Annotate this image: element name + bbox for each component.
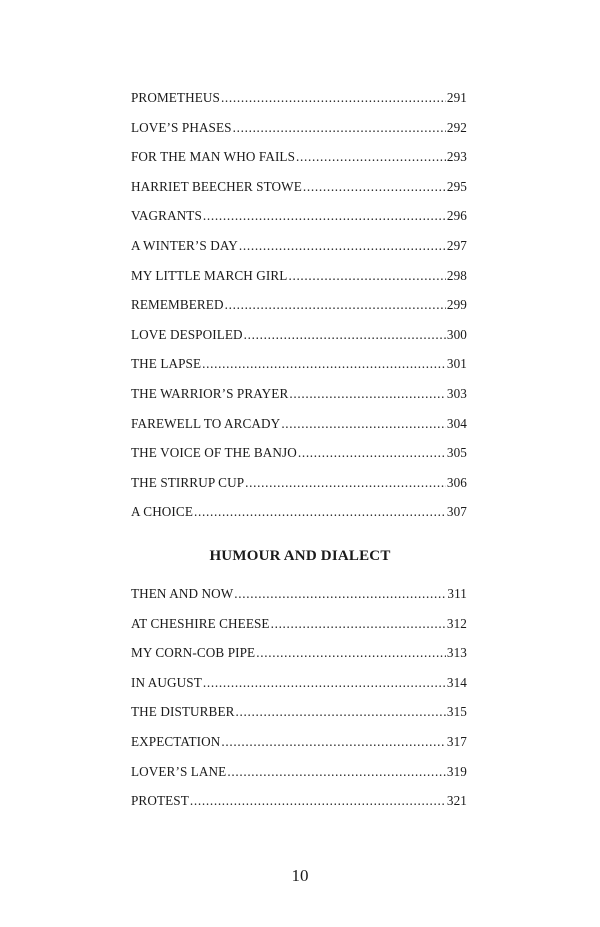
toc-entry-page: 312 bbox=[446, 615, 467, 631]
toc-leader-dots bbox=[233, 120, 446, 136]
toc-entry bbox=[131, 179, 467, 209]
page-number: 10 bbox=[291, 866, 309, 885]
toc-entry-page: 293 bbox=[446, 149, 467, 165]
toc-entry-page: 299 bbox=[446, 297, 467, 313]
toc-entry-page: 321 bbox=[446, 793, 467, 809]
toc-entry bbox=[131, 675, 467, 705]
toc-entry-page: 307 bbox=[446, 504, 467, 520]
toc-entry bbox=[131, 504, 467, 534]
toc-entry-title: FAREWELL TO ARCADY bbox=[131, 415, 281, 431]
toc-entry bbox=[131, 208, 467, 238]
toc-entry bbox=[131, 327, 467, 357]
toc-entry-title: VAGRANTS bbox=[131, 208, 202, 224]
toc-entry-page: 317 bbox=[446, 733, 467, 749]
toc-entry bbox=[131, 445, 467, 475]
toc-entry-page: 295 bbox=[446, 178, 467, 194]
toc-leader-dots bbox=[244, 327, 446, 343]
toc-entry-title: EXPECTATION bbox=[131, 733, 221, 749]
toc-entry-title: IN AUGUST bbox=[131, 674, 202, 690]
toc-entry bbox=[131, 297, 467, 327]
toc-entry-title: THE DISTURBER bbox=[131, 704, 235, 720]
toc-leader-dots bbox=[225, 297, 446, 313]
toc-entry-title: LOVE DESPOILED bbox=[131, 326, 243, 342]
toc-entry-page: 298 bbox=[446, 267, 467, 283]
toc-entry-title: PROMETHEUS bbox=[131, 90, 220, 105]
toc-entry-page: 300 bbox=[446, 326, 467, 342]
toc-leader-dots bbox=[303, 179, 446, 195]
toc-entry bbox=[131, 386, 467, 416]
toc-leader-dots bbox=[271, 616, 446, 632]
toc-leader-dots bbox=[288, 268, 445, 284]
toc-leader-dots bbox=[289, 386, 446, 402]
toc-entry bbox=[131, 416, 467, 446]
toc-leader-dots bbox=[236, 704, 446, 720]
toc-entry bbox=[131, 149, 467, 179]
toc-leader-dots bbox=[203, 675, 446, 691]
toc-entry-title: MY CORN-COB PIPE bbox=[131, 645, 256, 661]
toc-entry bbox=[131, 704, 467, 734]
toc-leader-dots bbox=[281, 416, 446, 432]
toc-entry-page: 311 bbox=[447, 586, 467, 601]
toc-leader-dots bbox=[296, 149, 446, 165]
toc-entry-title: THE VOICE OF THE BANJO bbox=[131, 445, 297, 461]
toc-leader-dots bbox=[239, 238, 446, 254]
toc-entry-title: MY LITTLE MARCH GIRL bbox=[131, 267, 288, 283]
toc-entry bbox=[131, 475, 467, 505]
toc-entry-page: 306 bbox=[446, 474, 467, 490]
toc-leader-dots bbox=[298, 445, 446, 461]
toc-leader-dots bbox=[202, 356, 446, 372]
toc-entry-title: THE STIRRUP CUP bbox=[131, 474, 245, 490]
toc-leader-dots bbox=[221, 90, 446, 106]
toc-entry-page: 314 bbox=[446, 674, 467, 690]
toc-entry-page: 296 bbox=[446, 208, 467, 224]
toc-entry bbox=[131, 616, 467, 646]
toc-entry-page: 301 bbox=[446, 356, 467, 372]
toc-leader-dots bbox=[194, 504, 446, 520]
section-heading: HUMOUR AND DIALECT bbox=[209, 548, 391, 564]
toc-entry-page: 292 bbox=[446, 119, 467, 135]
toc-entry bbox=[131, 356, 467, 386]
toc-entry-title: FOR THE MAN WHO FAILS bbox=[131, 149, 296, 165]
toc-leader-dots bbox=[203, 208, 446, 224]
toc-entry bbox=[131, 586, 467, 616]
toc-entry-title: A CHOICE bbox=[131, 504, 193, 520]
toc-entry-title: REMEMBERED bbox=[131, 297, 224, 313]
toc-entry-title: THE LAPSE bbox=[131, 356, 202, 372]
toc-leader-dots bbox=[190, 793, 446, 809]
toc-entry-title: AT CHESHIRE CHEESE bbox=[131, 615, 270, 631]
toc-entry bbox=[131, 238, 467, 268]
toc-entry bbox=[131, 734, 467, 764]
toc-entry-page: 313 bbox=[446, 645, 467, 661]
toc-entry-title: PROTEST bbox=[131, 793, 189, 809]
toc-entry-title: HARRIET BEECHER STOWE bbox=[131, 178, 302, 194]
toc-leader-dots bbox=[234, 586, 446, 602]
toc-entry-page: 297 bbox=[446, 237, 467, 253]
toc-leader-dots bbox=[245, 475, 446, 491]
toc-entry-page: 304 bbox=[446, 415, 467, 431]
toc-entry bbox=[131, 793, 467, 823]
toc-entry-page: 319 bbox=[446, 763, 467, 779]
toc-entry-page: 305 bbox=[446, 445, 467, 461]
toc-entry-title: LOVER’S LANE bbox=[131, 763, 227, 779]
toc-entry bbox=[131, 645, 467, 675]
toc-entry bbox=[131, 90, 467, 120]
toc-list-main bbox=[131, 90, 467, 534]
toc-leader-dots bbox=[221, 734, 445, 750]
toc-entry bbox=[131, 268, 467, 298]
toc-leader-dots bbox=[227, 764, 446, 780]
toc-entry-page: 291 bbox=[446, 90, 467, 105]
toc-entry bbox=[131, 764, 467, 794]
toc-entry-title: LOVE’S PHASES bbox=[131, 119, 232, 135]
toc-leader-dots bbox=[256, 645, 446, 661]
toc-entry-title: THEN AND NOW bbox=[131, 586, 234, 601]
toc-entry-page: 315 bbox=[446, 704, 467, 720]
toc-entry-title: A WINTER’S DAY bbox=[131, 237, 238, 253]
toc-list-humour bbox=[131, 586, 467, 823]
toc-entry-title: THE WARRIOR’S PRAYER bbox=[131, 385, 289, 401]
toc-entry bbox=[131, 120, 467, 150]
toc-entry-page: 303 bbox=[446, 385, 467, 401]
